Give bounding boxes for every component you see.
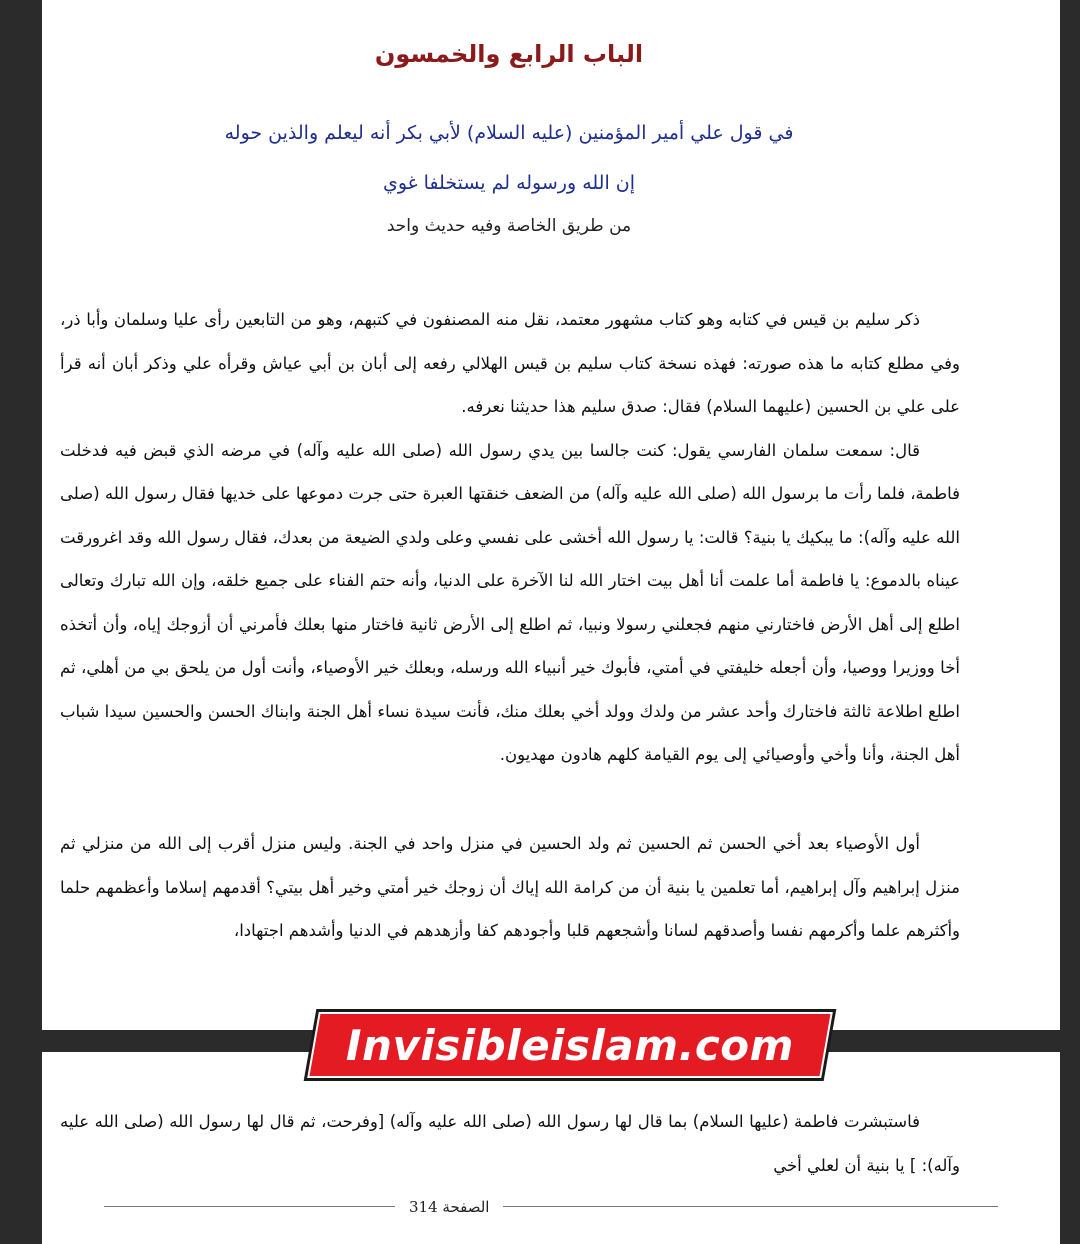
chapter-subtitle-continued: إن الله ورسوله لم يستخلفا غوي bbox=[382, 172, 636, 194]
body-text-continued bbox=[60, 822, 960, 953]
watermark-banner bbox=[307, 1012, 833, 1078]
page-number: الصفحة 314 bbox=[395, 1198, 503, 1216]
watermark-text: Invisibleislam.com bbox=[345, 1020, 794, 1070]
footer-divider bbox=[104, 1206, 998, 1207]
source-note: من طريق الخاصة وفيه حديث واحد bbox=[386, 216, 632, 236]
body-text bbox=[60, 298, 960, 777]
paragraph: ذكر سليم بن قيس في كتابه وهو كتاب مشهور معتمد، نقل منه المصنفون في كتبهم، وهو من التابعين رأى عليا وسلمان وأبا ذر، وفي مطلع كتابه ما هذه صورته: فهذه نسخة كتاب سليم بن قيس الهلالي رفعه إلى أبان بن أبي عياش وقرأه علي وذكر أبان أنه قرأ على علي بن الحسين (عليهما السلام) فقال: صدق سليم هذا حديثنا نعرفه. bbox=[60, 310, 960, 416]
chapter-title: الباب الرابع والخمسون bbox=[374, 40, 644, 68]
paragraph: أول الأوصياء بعد أخي الحسن ثم الحسين ثم ولد الحسين في منزل واحد في الجنة. وليس منزل أقرب إلى الله من منزلي ثم منزل إبراهيم وآل إبراهيم، أما تعلمين يا بنية أن من كرامة الله إياك أن زوجك خير أمتي وخير أهل بيتي؟ أقدمهم إسلاما وأعظمهم حلما وأكثرهم علما وأكرمهم نفسا وأصدقهم لسانا وأشجعهم قلبا وأجودهم كفا وأزهدهم في الدنيا وأشدهم اجتهادا، bbox=[60, 834, 960, 940]
paragraph: قال: سمعت سلمان الفارسي يقول: كنت جالسا بين يدي رسول الله (صلى الله عليه وآله) في مرضه الذي قبض فيه فدخلت فاطمة، فلما رأت ما برسول الله (صلى الله عليه وآله) من الضعف خنقتها العبرة حتى جرت دموعها على خديها فقال رسول الله (صلى الله عليه وآله): ما يبكيك يا بنية؟ قالت: يا رسول الله أخشى على نفسي وعلى ولدي الضيعة من بعدك، فقال رسول الله وقد اغرورقت عيناه بالدموع: يا فاطمة أما علمت أنا أهل بيت اختار الله لنا الآخرة على الدنيا، وأنه حتم الفناء على جميع خلقه، وإن الله تبارك وتعالى اطلع إلى أهل الأرض فاختارني منهم فجعلني رسولا ونبيا، ثم اطلع إلى الأرض ثانية فاختار منها بعلك فأمرني أن أزوجك إياه، وأن أتخذه أخا ووزيرا ووصيا، وأن أجعله خليفتي في أمتي، فأبوك خير أنبياء الله ورسله، وبعلك خير الأوصياء، وأنت أول من يلحق بي من أهلي، ثم اطلع اطلاعة ثالثة فاختارك وأحد عشر من ولدك وولد أخي بعلك منك، فأنت سيدة نساء أهل الجنة وابناك الحسن والحسين سيدا شباب أهل الجنة، وأنا وأخي وأوصيائي إلى يوم القيامة كلهم هادون مهديون. bbox=[60, 440, 960, 764]
paragraph: فاستبشرت فاطمة (عليها السلام) بما قال لها رسول الله (صلى الله عليه وآله) [وفرحت، ثم قال لها رسول الله (صلى الله عليه وآله): ] يا بنية أن لعلي أخي bbox=[60, 1112, 960, 1175]
chapter-subtitle: في قول علي أمير المؤمنين (عليه السلام) لأبي بكر أنه ليعلم والذين حوله bbox=[224, 122, 794, 144]
next-page-text bbox=[60, 1100, 960, 1187]
